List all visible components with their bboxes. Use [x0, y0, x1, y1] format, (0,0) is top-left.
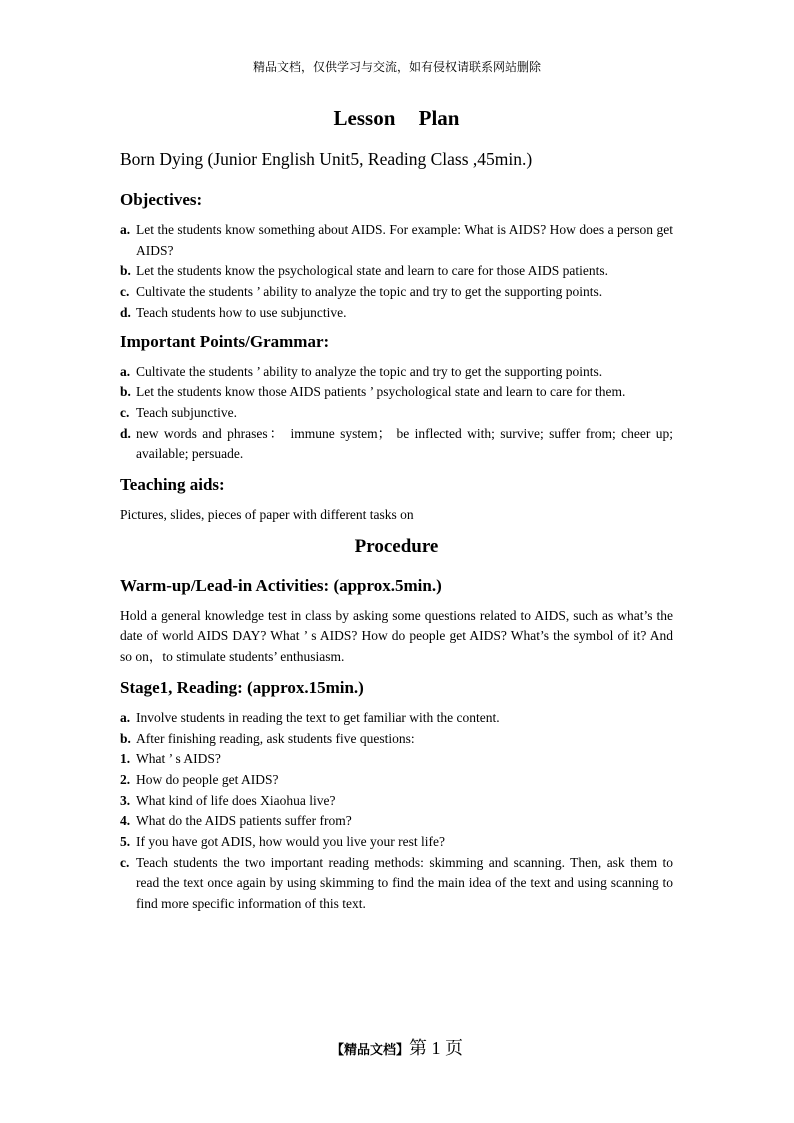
- list-item: [120, 424, 673, 465]
- item-text: Teach students the two important reading methods: skimming and scanning. Then, ask them to read the text once again by using skimming to find the main idea of the text and using scanning to find more specific information of this text.: [136, 854, 673, 912]
- item-text: Let the students know something about AIDS. For example: What is AIDS? How does a person get AIDS?: [136, 222, 673, 258]
- footer-tag: 【精品文档】: [330, 1043, 409, 1058]
- list-item: [120, 770, 673, 791]
- item-text: Cultivate the students ’ ability to analyze the topic and try to get the supporting points.: [136, 363, 603, 379]
- page-footer: [0, 1034, 794, 1060]
- item-marker: 4.: [120, 813, 131, 829]
- item-text: Teach students how to use subjunctive.: [136, 304, 347, 320]
- list-item: [120, 729, 673, 750]
- item-marker: c.: [120, 854, 130, 870]
- item-marker: b.: [120, 263, 131, 279]
- item-text: Cultivate the students ’ ability to analyze the topic and try to get the supporting points.: [136, 284, 603, 300]
- procedure-heading: Procedure: [354, 535, 439, 557]
- list-item: [120, 382, 673, 403]
- objectives-heading: Objectives:: [120, 190, 203, 209]
- warmup-text: Hold a general knowledge test in class by asking some questions related to AIDS, such as what’s the date of world AIDS DAY? What ’ s AIDS? How do people get AIDS? What’s the symbol of it? And so on，to stimulate students’ enthusiasm.: [120, 607, 673, 665]
- item-marker: 1.: [120, 751, 131, 767]
- item-marker: a.: [120, 709, 131, 725]
- item-text: What kind of life does Xiaohua live?: [136, 792, 336, 808]
- document-subtitle: Born Dying (Junior English Unit5, Reading Class ,45min.): [120, 149, 533, 169]
- page-number: 第 1 页: [409, 1038, 463, 1058]
- item-marker: 2.: [120, 771, 131, 787]
- list-item: [120, 403, 673, 424]
- item-marker: b.: [120, 730, 131, 746]
- item-text: If you have got ADIS, how would you live your rest life?: [136, 834, 445, 850]
- item-marker: b.: [120, 384, 131, 400]
- item-text: What do the AIDS patients suffer from?: [136, 813, 352, 829]
- item-text: After finishing reading, ask students five questions:: [136, 730, 415, 746]
- list-item: [120, 708, 673, 729]
- item-marker: 3.: [120, 792, 131, 808]
- item-text: Involve students in reading the text to get familiar with the content.: [136, 709, 500, 725]
- teaching-aids-text: Pictures, slides, pieces of paper with different tasks on: [120, 507, 414, 523]
- item-marker: 5.: [120, 834, 131, 850]
- item-marker: c.: [120, 404, 130, 420]
- stage1-list: [120, 708, 673, 915]
- list-item: [120, 303, 673, 324]
- item-marker: d.: [120, 425, 131, 441]
- list-item: [120, 811, 673, 832]
- item-text: Let the students know those AIDS patients ’ psychological state and learn to care for them.: [136, 384, 626, 400]
- list-item: [120, 282, 673, 303]
- teaching-aids-heading: Teaching aids:: [120, 475, 225, 495]
- list-item: [120, 832, 673, 853]
- document-title: Lesson Plan: [333, 106, 460, 130]
- objectives-list: [120, 220, 673, 324]
- item-text: What ’ s AIDS?: [136, 751, 221, 767]
- item-marker: a.: [120, 363, 131, 379]
- item-text: Teach subjunctive.: [136, 404, 238, 420]
- list-item: [120, 791, 673, 812]
- document-body: [120, 100, 673, 915]
- warmup-heading: Warm-up/Lead-in Activities: (approx.5min.): [120, 575, 442, 595]
- list-item: [120, 362, 673, 383]
- list-item: [120, 261, 673, 282]
- item-marker: a.: [120, 222, 131, 237]
- item-text: new words and phrases： immune system； be inflected with; survive; suffer from; cheer up; available; persuade.: [136, 425, 673, 462]
- page-header: 精品文档，仅供学习与交流，如有侵权请联系网站删除: [252, 60, 541, 74]
- item-marker: c.: [120, 284, 130, 300]
- important-points-list: [120, 362, 673, 466]
- item-text: Let the students know the psychological state and learn to care for those AIDS patients.: [136, 263, 608, 279]
- list-item: [120, 220, 673, 261]
- stage1-heading: Stage1, Reading: (approx.15min.): [120, 677, 364, 697]
- important-points-heading: Important Points/Grammar:: [120, 331, 330, 351]
- item-text: How do people get AIDS?: [136, 771, 279, 787]
- list-item: [120, 749, 673, 770]
- item-marker: d.: [120, 304, 131, 320]
- list-item: [120, 853, 673, 915]
